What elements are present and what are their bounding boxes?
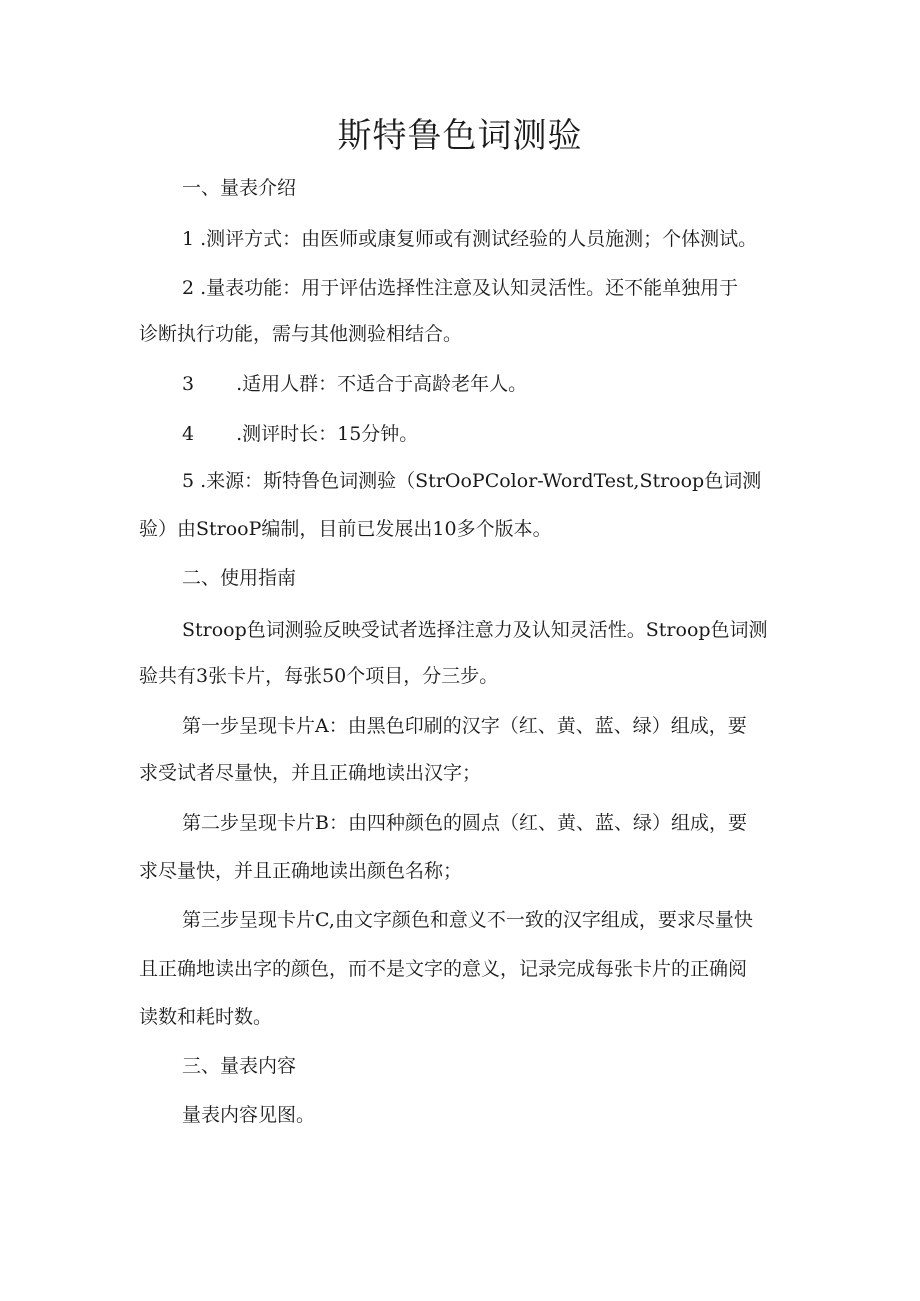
paragraph-step1: 第一步呈现卡片A：由黑色印刷的汉字（红、黄、蓝、绿）组成，要	[182, 715, 747, 737]
paragraph-step2: 第二步呈现卡片B：由四种颜色的圆点（红、黄、蓝、绿）组成，要	[182, 812, 747, 834]
paragraph-step3-cont2: 读数和耗时数。	[139, 1006, 273, 1028]
item-text: .测评时长：15分钟。	[236, 423, 419, 445]
paragraph-step1-cont: 求受试者尽量快，并且正确地读出汉字；	[139, 762, 482, 784]
item-text: .适用人群：不适合于高龄老年人。	[236, 373, 528, 395]
page-title: 斯特鲁色词测验	[337, 116, 583, 156]
paragraph-guide-intro-cont: 验共有3张卡片，每张50个项目，分三步。	[139, 665, 499, 687]
paragraph-step2-cont: 求尽量快，并且正确地读出颜色名称；	[139, 860, 463, 882]
paragraph-content-ref: 量表内容见图。	[182, 1104, 316, 1126]
paragraph-duration	[182, 421, 418, 447]
paragraph-assessment-method: 1 .测评方式：由医师或康复师或有测试经验的人员施测；个体测试。	[182, 228, 758, 250]
item-number: 3	[182, 373, 195, 395]
paragraph-step3: 第三步呈现卡片C,由文字颜色和意义不一致的汉字组成，要求尽量快	[182, 909, 753, 931]
paragraph-scale-function-cont: 诊断执行功能，需与其他测验相结合。	[139, 323, 463, 345]
section-heading-content: 三、量表内容	[182, 1055, 297, 1077]
paragraph-source: 5 .来源：斯特鲁色词测验（StrOoPColor-WordTest,Stroop色词测	[182, 470, 762, 492]
paragraph-scale-function: 2 .量表功能：用于评估选择性注意及认知灵活性。还不能单独用于	[182, 277, 739, 299]
paragraph-guide-intro: Stroop色词测验反映受试者选择注意力及认知灵活性。Stroop色词测	[182, 619, 768, 641]
paragraph-target-population	[182, 371, 527, 397]
item-number: 4	[182, 423, 195, 445]
section-heading-guide: 二、使用指南	[182, 567, 297, 589]
paragraph-source-cont: 验）由StrooP编制，目前已发展出10多个版本。	[139, 518, 552, 540]
section-heading-intro: 一、量表介绍	[182, 177, 297, 199]
paragraph-step3-cont: 且正确地读出字的颜色，而不是文字的意义，记录完成每张卡片的正确阅	[139, 958, 748, 980]
